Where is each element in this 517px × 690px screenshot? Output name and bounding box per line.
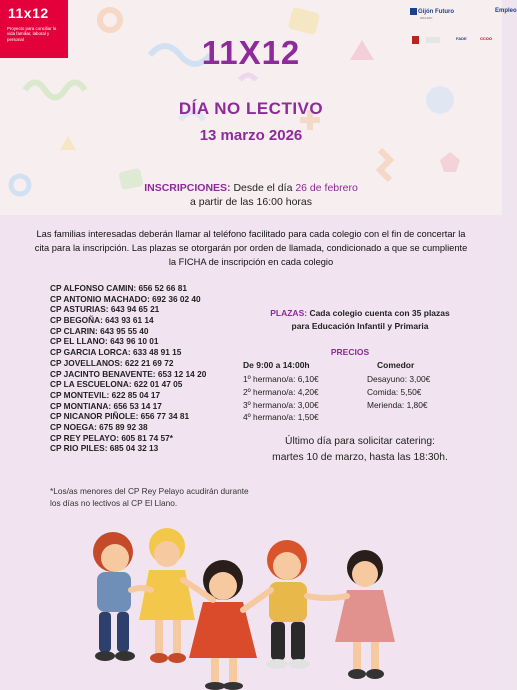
school-item: CP NICANOR PIÑOLE: 656 77 34 81 <box>50 411 190 422</box>
school-item: CP CLARIN: 643 95 55 40 <box>50 325 149 336</box>
price-row: Merienda: 1,80€ <box>367 399 428 410</box>
partner-gijon-text: Gijón Futuro <box>418 9 454 16</box>
inscripciones-line-2: a partir de las 16:00 horas <box>190 196 312 208</box>
child-figure <box>266 540 310 669</box>
inscripciones-line-1 <box>0 181 502 195</box>
child-figure <box>189 560 257 690</box>
school-item: CP NOEGA: 675 89 92 38 <box>50 421 148 432</box>
gijon-square-icon <box>410 8 417 15</box>
school-item: CP JACINTO BENAVENTE: 653 12 14 20 <box>50 368 207 379</box>
school-item: CP EL LLANO: 643 96 10 01 <box>50 336 159 347</box>
price-row: Desayuno: 3,00€ <box>367 374 431 384</box>
school-item: CP LA ESCUELONA: 622 01 47 05 <box>50 379 183 390</box>
logo-tagline: Proyecto para conciliar la vida familiar, laboral y personal <box>7 26 57 42</box>
child-figure <box>139 528 195 663</box>
plazas-text: Cada colegio cuenta con 35 plazas <box>307 308 450 318</box>
school-phone-list <box>50 283 240 454</box>
ccoo-logo: CCOO <box>480 36 492 41</box>
catering-line-2: martes 10 de marzo, hasta las 18:30h. <box>272 452 448 463</box>
price-row: Comida: 5,50€ <box>367 386 422 397</box>
school-item: CP REY PELAYO: 605 81 74 57* <box>50 432 173 443</box>
children-illustration <box>75 520 425 690</box>
school-item: CP RIO PILES: 685 04 32 13 <box>50 443 159 454</box>
inscripciones-text: Desde el día <box>230 182 296 194</box>
precios-comedor-column <box>367 359 477 411</box>
inscripciones-label: INSCRIPCIONES: <box>144 182 231 194</box>
school-item: CP ANTONIO MACHADO: 692 36 02 40 <box>50 293 201 304</box>
school-item: CP ALFONSO CAMIN: 656 52 66 81 <box>50 283 187 293</box>
precios-comedor-header: Comedor <box>377 360 415 370</box>
event-date: 13 marzo 2026 <box>199 127 303 144</box>
partner-empleo-text: Empleo <box>495 8 517 14</box>
price-row: 2º hermano/a: 4,20€ <box>243 386 319 397</box>
child-figure <box>93 532 135 661</box>
plazas-line-2: para Educación Infantil y Primaria <box>291 321 429 331</box>
catering-notice <box>250 434 470 466</box>
price-row: 4º hermano/a: 1,50€ <box>243 412 319 423</box>
page-title: 11X12 <box>201 34 301 71</box>
fade-logo: FADE <box>456 36 467 41</box>
school-item: CP MONTIANA: 656 53 14 17 <box>50 400 162 411</box>
price-row: 1º hermano/a: 6,10€ <box>243 374 319 384</box>
price-row: 3º hermano/a: 3,00€ <box>243 399 319 410</box>
intro-paragraph: Las familias interesadas deberán llamar al teléfono facilitado para cada colegio con el fin de concertar la cita para la inscripción. Las plazas se otorgarán por orden de llamada, condicionado a que se cumpliente la FICHA de inscripción en cada colegio <box>34 229 468 267</box>
school-item: CP MONTEVIL: 622 85 04 17 <box>50 389 161 400</box>
precios-title: PRECIOS <box>330 347 370 357</box>
precios-hermanos-column <box>243 359 363 424</box>
page-subtitle: DÍA NO LECTIVO <box>178 99 324 118</box>
logo-text: 11x12 <box>8 5 49 21</box>
inscripciones-block <box>0 181 502 209</box>
inscripciones-date: 26 de febrero <box>295 182 358 194</box>
child-figure <box>335 550 395 679</box>
school-item: CP JOVELLANOS: 622 21 69 72 <box>50 357 174 368</box>
catering-line-1: Último día para solicitar catering: <box>285 436 435 447</box>
footnote: *Los/as menores del CP Rey Pelayo acudirán durante los días no lectivos al CP El Llano. <box>50 486 249 508</box>
plazas-label: PLAZAS: <box>270 308 308 318</box>
partner-gijon-logo <box>410 8 454 15</box>
partner-gijon-years: 2019-2027 <box>420 17 433 20</box>
precios-hermanos-header: De 9:00 a 14:00h <box>243 360 310 370</box>
plazas-line-1 <box>240 307 480 320</box>
school-item: CP BEGOÑA: 643 93 61 14 <box>50 315 154 326</box>
school-item: CP ASTURIAS: 643 94 65 21 <box>50 304 160 315</box>
school-item: CP GARCIA LORCA: 633 48 91 15 <box>50 347 182 358</box>
plazas-block <box>240 307 480 333</box>
